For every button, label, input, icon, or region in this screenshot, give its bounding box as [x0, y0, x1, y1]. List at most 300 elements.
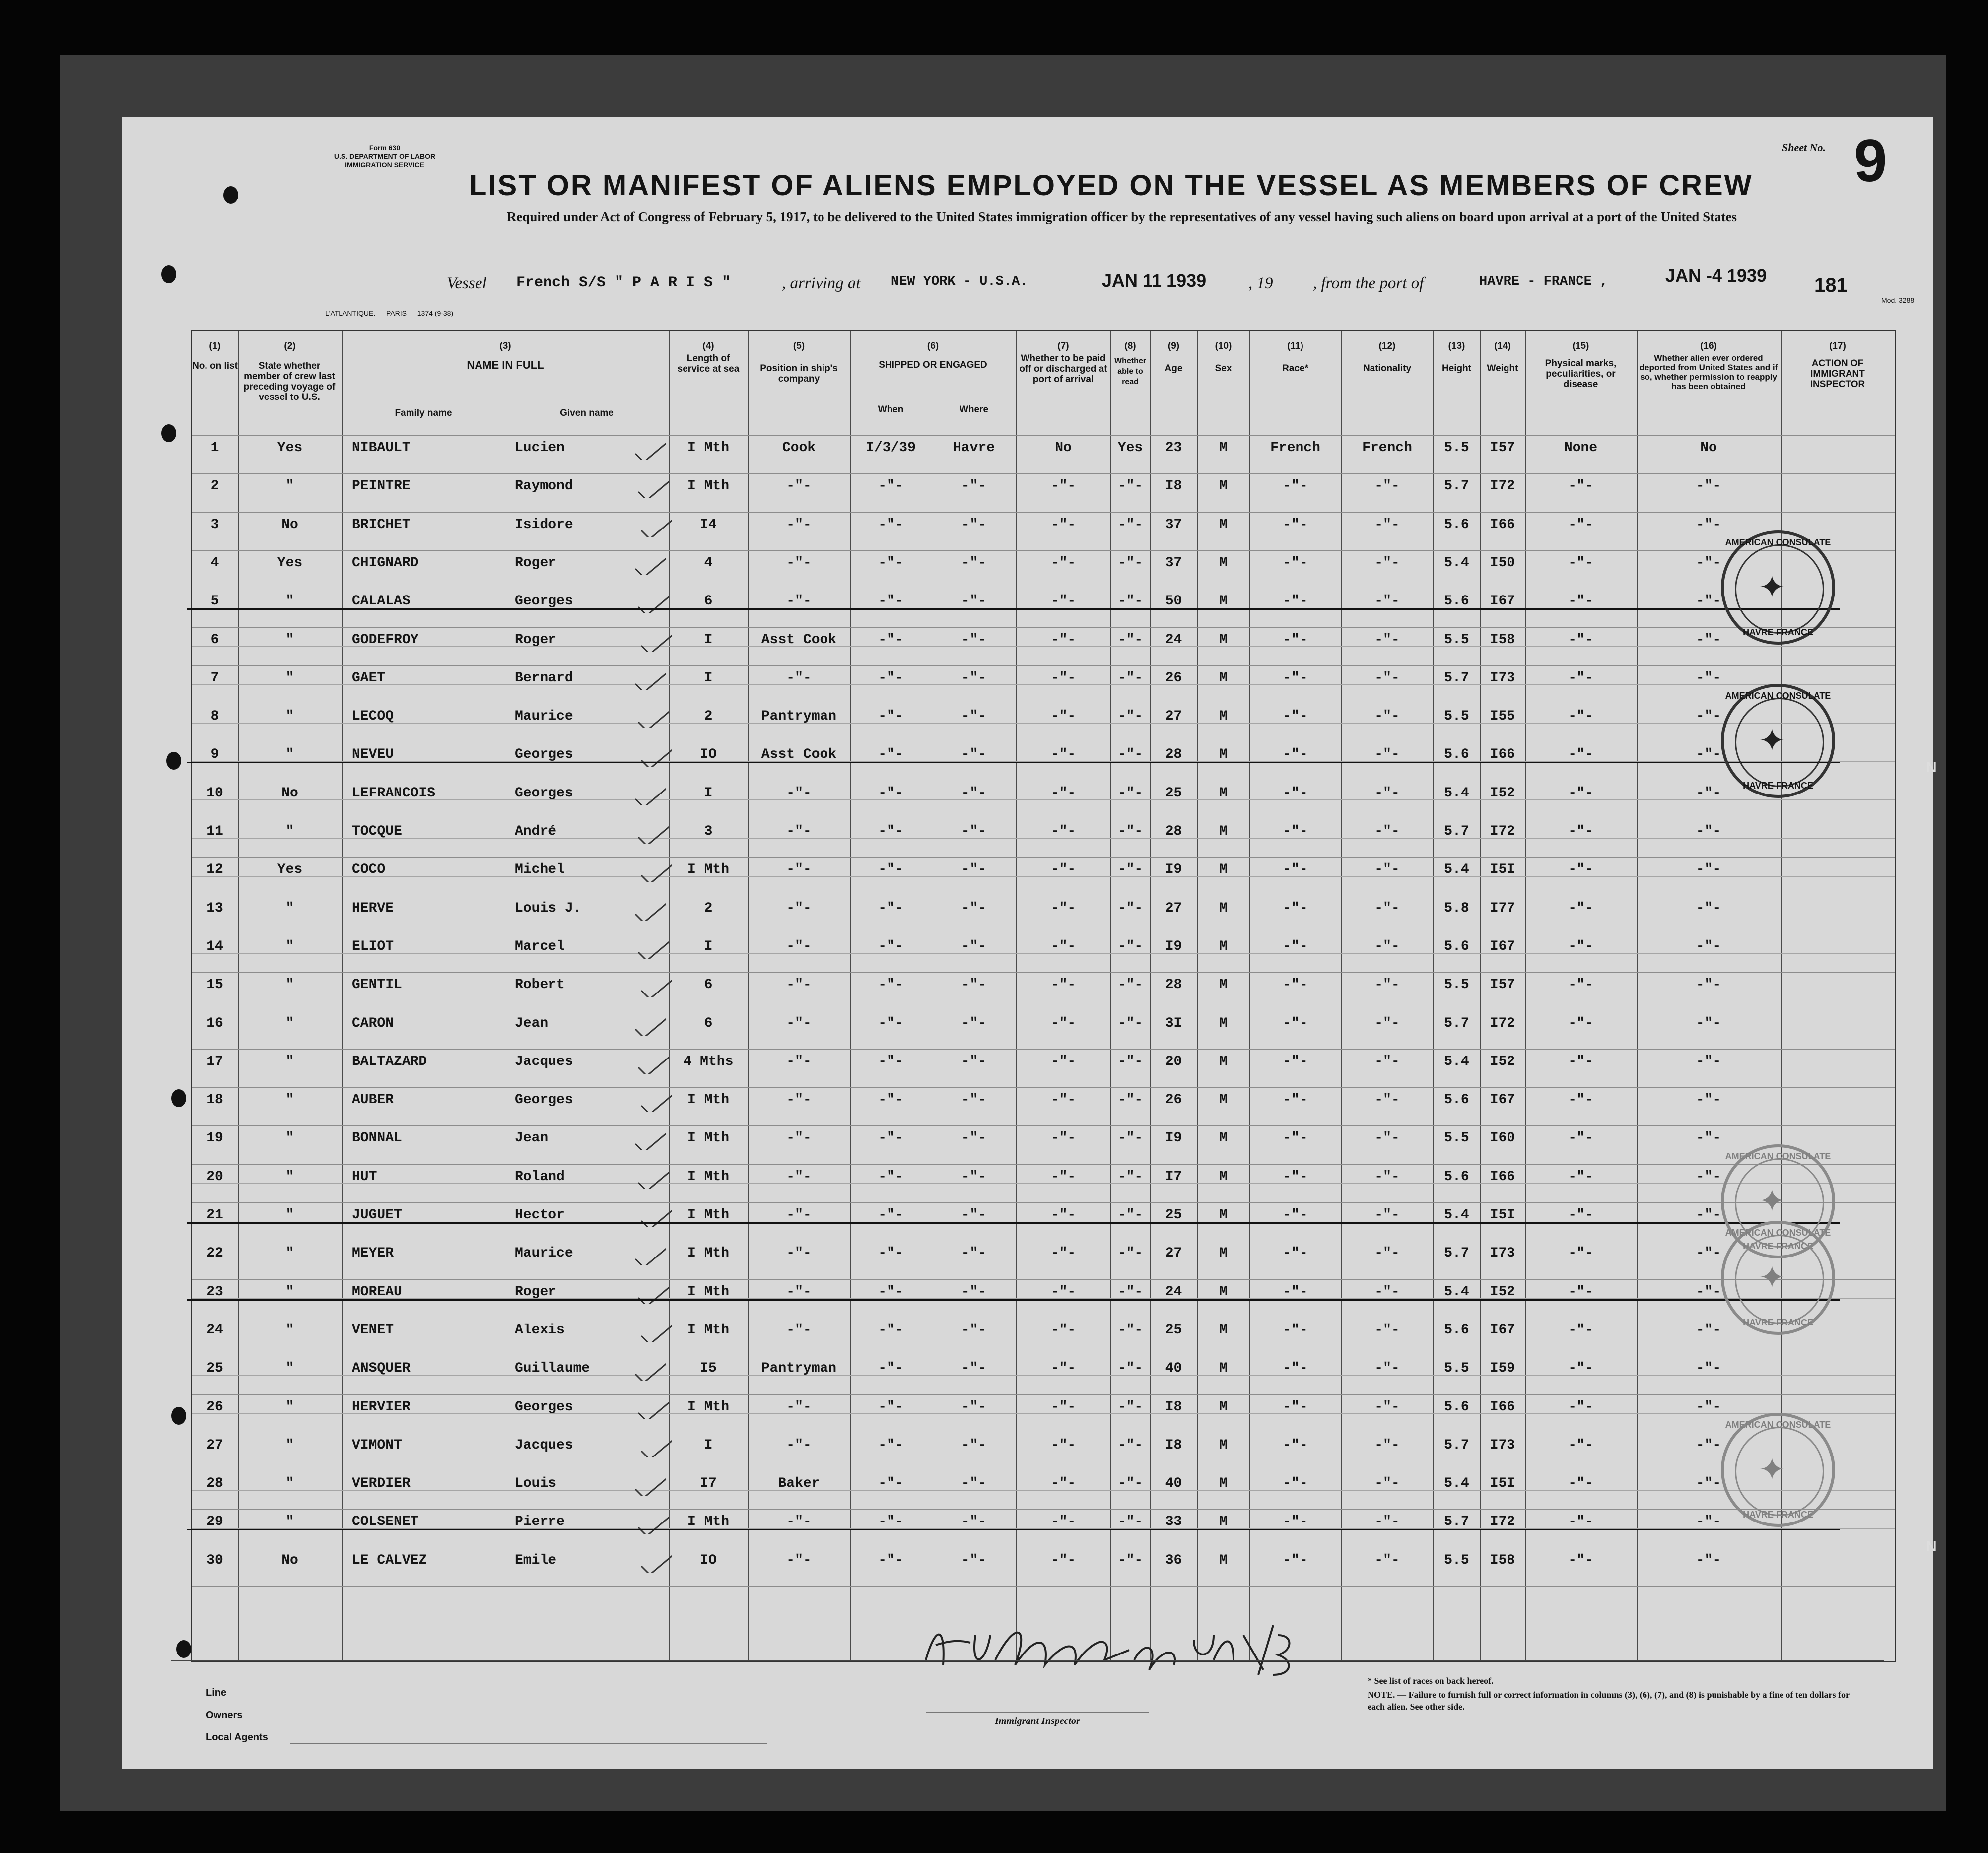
cell-deported: -"-	[1696, 1361, 1721, 1377]
cell-sex: M	[1219, 632, 1228, 648]
table-row	[192, 1284, 1895, 1314]
cell-weight: I72	[1490, 478, 1515, 494]
footer-field-line	[290, 1743, 767, 1744]
col-num: (4)	[702, 341, 714, 351]
cell-nationality: -"-	[1374, 555, 1400, 571]
stamp-text: AMERICAN CONSULATE	[1725, 1419, 1831, 1430]
cell-paid: -"-	[1050, 938, 1076, 954]
cell-no: 19	[206, 1130, 223, 1146]
cell-position: -"-	[786, 478, 812, 494]
cell-length: I Mth	[687, 1399, 729, 1415]
cell-position: -"-	[786, 862, 812, 878]
cell-when: -"-	[878, 1437, 903, 1453]
check-mark-icon	[631, 1357, 666, 1381]
cell-when: -"-	[878, 900, 903, 916]
cell-height: 5.5	[1444, 632, 1469, 648]
cell-length: I	[704, 938, 713, 954]
cell-member: "	[285, 1092, 294, 1108]
cell-given: Maurice	[515, 1246, 573, 1261]
check-mark-icon	[637, 1434, 672, 1457]
cell-given: Jean	[515, 1015, 548, 1031]
cell-weight: I66	[1490, 1169, 1515, 1185]
cell-race: -"-	[1283, 900, 1308, 916]
cell-given: Georges	[515, 747, 573, 763]
cell-read: -"-	[1117, 862, 1143, 878]
cell-marks: -"-	[1568, 1514, 1593, 1530]
eagle-seal-icon: ✦	[1759, 1451, 1785, 1488]
cell-height: 5.6	[1444, 1169, 1469, 1185]
table-row	[192, 1054, 1895, 1084]
cell-length: I Mth	[687, 1169, 729, 1185]
cell-sex: M	[1219, 1476, 1228, 1492]
col-header-family: Family name	[395, 408, 452, 418]
cell-given: Jacques	[515, 1054, 573, 1069]
cell-deported: -"-	[1696, 1399, 1721, 1415]
cell-weight: I52	[1490, 1284, 1515, 1300]
cell-paid: -"-	[1050, 1054, 1076, 1069]
cell-when: -"-	[878, 1207, 903, 1223]
cell-paid: -"-	[1050, 1514, 1076, 1530]
cell-sex: M	[1219, 1054, 1228, 1069]
cell-family: CALALAS	[352, 594, 411, 609]
cell-given: Roland	[515, 1169, 565, 1185]
stamp-text: AMERICAN CONSULATE	[1725, 1228, 1831, 1238]
cell-no: 11	[206, 824, 223, 839]
cell-member: "	[285, 1207, 294, 1223]
cell-nationality: -"-	[1374, 1092, 1400, 1108]
col-header-shipped: SHIPPED OR ENGAGED	[879, 360, 987, 370]
cell-when: -"-	[878, 977, 903, 993]
cell-read: -"-	[1117, 1207, 1143, 1223]
cell-no: 4	[210, 555, 219, 571]
cell-no: 26	[206, 1399, 223, 1415]
cell-family: MEYER	[352, 1246, 394, 1261]
cell-height: 5.6	[1444, 747, 1469, 763]
cell-sex: M	[1219, 517, 1228, 532]
cell-age: 28	[1165, 977, 1182, 993]
cell-length: I Mth	[687, 1130, 729, 1146]
cell-nationality: -"-	[1374, 632, 1400, 648]
consulate-stamp	[1721, 530, 1835, 645]
cell-length: 4 Mths	[683, 1054, 734, 1069]
cell-length: I Mth	[687, 1284, 729, 1300]
cell-age: I9	[1165, 862, 1182, 878]
cell-nationality: -"-	[1374, 1054, 1400, 1069]
consulate-stamp	[1721, 1413, 1835, 1527]
cell-where: -"-	[961, 709, 987, 725]
cell-family: VENET	[352, 1322, 394, 1338]
cell-sex: M	[1219, 900, 1228, 916]
table-row	[192, 747, 1895, 777]
check-mark-icon	[637, 628, 672, 652]
col-header-position: Position in ship's company	[760, 363, 838, 384]
cell-read: -"-	[1117, 977, 1143, 993]
cell-race: -"-	[1283, 1054, 1308, 1069]
cell-nationality: -"-	[1374, 1322, 1400, 1338]
cell-position: -"-	[786, 1284, 812, 1300]
col-num: (3)	[499, 341, 511, 351]
row-rule	[192, 857, 1895, 858]
cell-sex: M	[1219, 1092, 1228, 1108]
cell-marks: -"-	[1568, 1361, 1593, 1377]
cell-no: 30	[206, 1552, 223, 1568]
cell-age: I9	[1165, 938, 1182, 954]
cell-position: -"-	[786, 938, 812, 954]
cell-age: 40	[1165, 1476, 1182, 1492]
cell-marks: -"-	[1568, 555, 1593, 571]
cell-paid: -"-	[1050, 1169, 1076, 1185]
row-rule	[192, 1164, 1895, 1165]
cell-age: 36	[1165, 1552, 1182, 1568]
col-header-member: State whether member of crew last preceding voyage of vessel to U.S.	[243, 361, 336, 402]
check-mark-icon	[634, 1165, 669, 1189]
table-row	[192, 517, 1895, 547]
cell-read: -"-	[1117, 1322, 1143, 1338]
cell-member: "	[285, 632, 294, 648]
check-mark-icon	[631, 897, 666, 921]
cell-no: 29	[206, 1514, 223, 1530]
cell-marks: None	[1564, 440, 1598, 456]
cell-race: -"-	[1283, 555, 1308, 571]
cell-paid: -"-	[1050, 1476, 1076, 1492]
cell-age: I8	[1165, 1399, 1182, 1415]
cell-length: I4	[700, 517, 717, 532]
check-mark-icon	[637, 1088, 672, 1112]
cell-sex: M	[1219, 555, 1228, 571]
cell-when: -"-	[878, 1015, 903, 1031]
cell-sex: M	[1219, 440, 1228, 456]
col-header-race: Race*	[1282, 363, 1308, 374]
row-rule	[192, 512, 1895, 513]
cell-length: 6	[704, 1015, 713, 1031]
col-header-where: Where	[959, 404, 989, 415]
cell-race: -"-	[1283, 709, 1308, 725]
cell-paid: -"-	[1050, 594, 1076, 609]
cell-paid: -"-	[1050, 1015, 1076, 1031]
cell-marks: -"-	[1568, 1092, 1593, 1108]
cell-marks: -"-	[1568, 747, 1593, 763]
cell-family: VERDIER	[352, 1476, 411, 1492]
cell-where: -"-	[961, 1399, 987, 1415]
check-mark-icon	[631, 551, 666, 575]
col-num: (8)	[1124, 341, 1136, 351]
cell-when: -"-	[878, 747, 903, 763]
binder-hole	[166, 752, 181, 770]
cell-length: I Mth	[687, 1246, 729, 1261]
mod-number: Mod. 3288	[1881, 296, 1915, 304]
col-header-given: Given name	[560, 408, 614, 418]
cell-position: -"-	[786, 1130, 812, 1146]
sheet-number: 9	[1854, 128, 1887, 194]
cell-length: 2	[704, 709, 713, 725]
col-num: (16)	[1700, 341, 1717, 351]
cell-when: -"-	[878, 1130, 903, 1146]
table-row	[192, 1016, 1895, 1046]
cell-length: I Mth	[687, 1092, 729, 1108]
cell-no: 13	[206, 900, 223, 916]
cell-position: -"-	[786, 977, 812, 993]
cell-read: -"-	[1117, 1399, 1143, 1415]
cell-nationality: -"-	[1374, 1169, 1400, 1185]
cell-where: -"-	[961, 594, 987, 609]
cell-family: HUT	[352, 1169, 377, 1185]
cell-paid: -"-	[1050, 1092, 1076, 1108]
cell-member: "	[285, 1015, 294, 1031]
cell-where: -"-	[961, 1361, 987, 1377]
cell-length: I Mth	[687, 1322, 729, 1338]
cell-marks: -"-	[1568, 478, 1593, 494]
cell-no: 8	[210, 709, 219, 725]
col-header-length: Length of service at sea	[677, 353, 740, 374]
cell-weight: I73	[1490, 1246, 1515, 1261]
cell-read: -"-	[1117, 900, 1143, 916]
cell-deported: -"-	[1696, 709, 1721, 725]
cell-height: 5.6	[1444, 1399, 1469, 1415]
binder-hole	[171, 1407, 186, 1425]
row-rule	[192, 1279, 1895, 1280]
cell-length: I Mth	[687, 1207, 729, 1223]
cell-age: 50	[1165, 594, 1182, 609]
cell-marks: -"-	[1568, 1054, 1593, 1069]
cell-race: -"-	[1283, 670, 1308, 686]
cell-when: -"-	[878, 1092, 903, 1108]
cell-where: -"-	[961, 862, 987, 878]
cell-given: Alexis	[515, 1322, 565, 1338]
cell-position: -"-	[786, 1437, 812, 1453]
cell-family: LE CALVEZ	[352, 1552, 427, 1568]
check-mark-icon	[637, 1549, 672, 1573]
cell-height: 5.4	[1444, 1284, 1469, 1300]
col-num: (5)	[793, 341, 805, 351]
cell-no: 15	[206, 977, 223, 993]
cell-nationality: -"-	[1374, 900, 1400, 916]
cell-read: -"-	[1117, 1015, 1143, 1031]
cell-member: "	[285, 1054, 294, 1069]
cell-position: -"-	[786, 1092, 812, 1108]
cell-where: -"-	[961, 1092, 987, 1108]
cell-where: Havre	[953, 440, 995, 456]
cell-nationality: -"-	[1374, 517, 1400, 532]
row-rule	[192, 1049, 1895, 1050]
cell-member: No	[281, 517, 298, 532]
cell-length: IO	[700, 1552, 717, 1568]
cell-deported: -"-	[1696, 747, 1721, 763]
cell-race: -"-	[1283, 1514, 1308, 1530]
cell-nationality: -"-	[1374, 1514, 1400, 1530]
cell-read: -"-	[1117, 1514, 1143, 1530]
cell-read: -"-	[1117, 747, 1143, 763]
table-row	[192, 901, 1895, 930]
cell-member: "	[285, 1169, 294, 1185]
cell-height: 5.7	[1444, 1437, 1469, 1453]
cell-family: LEFRANCOIS	[352, 785, 436, 801]
cell-member: "	[285, 1514, 294, 1530]
strike-through-line	[187, 608, 1840, 610]
consulate-stamp	[1721, 1221, 1835, 1335]
cell-height: 5.6	[1444, 517, 1469, 532]
stamp-text: HAVRE FRANCE	[1743, 1241, 1813, 1251]
cell-when: -"-	[878, 1361, 903, 1377]
cell-position: -"-	[786, 900, 812, 916]
cell-weight: I72	[1490, 1514, 1515, 1530]
cell-race: -"-	[1283, 785, 1308, 801]
cell-sex: M	[1219, 824, 1228, 839]
cell-no: 7	[210, 670, 219, 686]
cell-position: -"-	[786, 555, 812, 571]
cell-position: Pantryman	[761, 1361, 837, 1377]
cell-age: 37	[1165, 555, 1182, 571]
cell-position: Asst Cook	[761, 747, 837, 763]
cell-deported: -"-	[1696, 1015, 1721, 1031]
cell-family: GENTIL	[352, 977, 402, 993]
binder-hole	[161, 265, 176, 283]
cell-deported: -"-	[1696, 900, 1721, 916]
cell-height: 5.5	[1444, 977, 1469, 993]
cell-marks: -"-	[1568, 1476, 1593, 1492]
cell-no: 14	[206, 938, 223, 954]
cell-when: -"-	[878, 594, 903, 609]
cell-member: Yes	[277, 862, 303, 878]
cell-weight: I55	[1490, 709, 1515, 725]
cell-weight: I67	[1490, 1322, 1515, 1338]
cell-position: -"-	[786, 670, 812, 686]
cell-age: 23	[1165, 440, 1182, 456]
table-row	[192, 977, 1895, 1007]
col-num: (10)	[1215, 341, 1232, 351]
cell-race: -"-	[1283, 1476, 1308, 1492]
col-header-when: When	[878, 404, 904, 415]
cell-deported: -"-	[1696, 785, 1721, 801]
cell-race: -"-	[1283, 1130, 1308, 1146]
stamp-text: HAVRE FRANCE	[1743, 627, 1813, 637]
cell-position: Cook	[782, 440, 816, 456]
service: IMMIGRATION SERVICE	[345, 161, 424, 169]
stamp-text: AMERICAN CONSULATE	[1725, 1151, 1831, 1161]
cell-weight: I59	[1490, 1361, 1515, 1377]
table-row	[192, 1207, 1895, 1237]
cell-length: I Mth	[687, 440, 729, 456]
cell-age: I7	[1165, 1169, 1182, 1185]
cell-marks: -"-	[1568, 1169, 1593, 1185]
cell-where: -"-	[961, 632, 987, 648]
signature-scrawl	[916, 1605, 1412, 1685]
cell-paid: -"-	[1050, 478, 1076, 494]
col-header-name: NAME IN FULL	[467, 359, 544, 371]
cell-when: -"-	[878, 1399, 903, 1415]
cell-position: -"-	[786, 1399, 812, 1415]
cell-given: Guillaume	[515, 1361, 590, 1377]
cell-age: I9	[1165, 1130, 1182, 1146]
cell-nationality: -"-	[1374, 862, 1400, 878]
cell-read: Yes	[1117, 440, 1143, 456]
cell-length: 3	[704, 824, 713, 839]
cell-nationality: -"-	[1374, 1284, 1400, 1300]
cell-given: Emile	[515, 1552, 557, 1568]
cell-where: -"-	[961, 1552, 987, 1568]
cell-where: -"-	[961, 1054, 987, 1069]
cell-given: Maurice	[515, 709, 573, 725]
footer-line-label: Line	[206, 1687, 227, 1698]
check-mark-icon	[634, 1050, 669, 1074]
cell-paid: -"-	[1050, 1246, 1076, 1261]
check-mark-icon	[631, 666, 666, 690]
cell-paid: -"-	[1050, 517, 1076, 532]
table-row	[192, 1361, 1895, 1390]
cell-when: -"-	[878, 632, 903, 648]
cell-member: "	[285, 938, 294, 954]
arriving-label: , arriving at	[782, 274, 861, 292]
cell-position: Pantryman	[761, 709, 837, 725]
cell-read: -"-	[1117, 632, 1143, 648]
row-rule	[192, 627, 1895, 628]
cell-member: "	[285, 709, 294, 725]
cell-nationality: -"-	[1374, 1207, 1400, 1223]
cell-race: French	[1270, 440, 1320, 456]
cell-where: -"-	[961, 977, 987, 993]
cell-read: -"-	[1117, 555, 1143, 571]
cell-height: 5.7	[1444, 1015, 1469, 1031]
cell-deported: No	[1700, 440, 1717, 456]
cell-position: -"-	[786, 1514, 812, 1530]
cell-sex: M	[1219, 1169, 1228, 1185]
cell-nationality: -"-	[1374, 1130, 1400, 1146]
cell-read: -"-	[1117, 1476, 1143, 1492]
cell-race: -"-	[1283, 824, 1308, 839]
cell-when: -"-	[878, 517, 903, 532]
cell-read: -"-	[1117, 594, 1143, 609]
vessel-label: Vessel	[447, 274, 487, 292]
cell-height: 5.5	[1444, 1361, 1469, 1377]
cell-sex: M	[1219, 1207, 1228, 1223]
cell-sex: M	[1219, 1322, 1228, 1338]
arrival-date-stamp: JAN 11 1939	[1102, 270, 1207, 291]
cell-length: I Mth	[687, 1514, 729, 1530]
cell-nationality: -"-	[1374, 1437, 1400, 1453]
col-num: (14)	[1494, 341, 1511, 351]
check-mark-icon	[631, 1242, 666, 1265]
cell-race: -"-	[1283, 517, 1308, 532]
table-row	[192, 1438, 1895, 1467]
cell-weight: I58	[1490, 1552, 1515, 1568]
cell-where: -"-	[961, 517, 987, 532]
cell-length: I7	[700, 1476, 717, 1492]
cell-no: 21	[206, 1207, 223, 1223]
cell-deported: -"-	[1696, 1092, 1721, 1108]
col-header-marks: Physical marks, peculiarities, or disease	[1545, 358, 1617, 390]
cell-no: 9	[210, 747, 219, 763]
cell-read: -"-	[1117, 517, 1143, 532]
cell-sex: M	[1219, 1552, 1228, 1568]
cell-read: -"-	[1117, 1130, 1143, 1146]
table-row	[192, 478, 1895, 508]
cell-deported: -"-	[1696, 1284, 1721, 1300]
col-num: (1)	[209, 341, 221, 351]
cell-race: -"-	[1283, 747, 1308, 763]
cell-age: 27	[1165, 709, 1182, 725]
cell-sex: M	[1219, 785, 1228, 801]
cell-when: -"-	[878, 1284, 903, 1300]
cell-race: -"-	[1283, 1207, 1308, 1223]
cell-given: Isidore	[515, 517, 573, 532]
cell-when: -"-	[878, 709, 903, 725]
cell-nationality: -"-	[1374, 824, 1400, 839]
cell-marks: -"-	[1568, 1322, 1593, 1338]
cell-given: Georges	[515, 1092, 573, 1108]
cell-deported: -"-	[1696, 1130, 1721, 1146]
cell-deported: -"-	[1696, 478, 1721, 494]
cell-height: 5.5	[1444, 709, 1469, 725]
cell-no: 10	[206, 785, 223, 801]
